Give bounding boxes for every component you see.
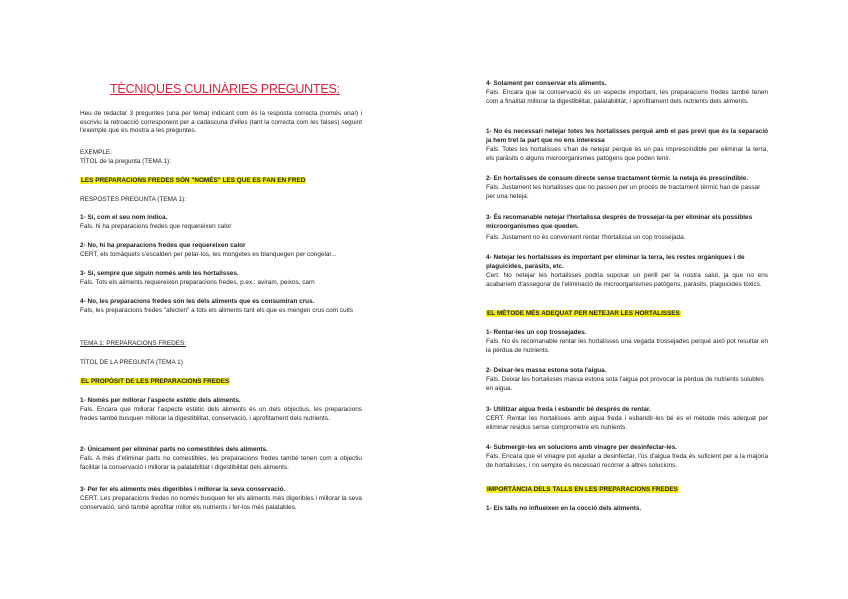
example-title: TÍTOL de la pregunta (TEMA 1): [80, 158, 171, 165]
answer-2-feedback: CERT, els tomàquets s'escalden per pelar-los, les mongetes es blanquegen per congelar... [80, 251, 337, 258]
answer-1-feedback: Fals, hi ha preparacions fredes que requereixen calor [80, 223, 232, 230]
answer-3-question: 3- Sí, sempre que siguin només amb les hortalisses. [80, 270, 239, 277]
tema-title: TÍTOL DE LA PREGUNTA (TEMA 1) [80, 359, 183, 366]
proposit-2-feedback: Fals. A més d'eliminar parts no comestibles, les preparacions fredes també tenen com a objectiu facilitar la conservació i millorar la palatabilitat i digestibilitat dels aliments. [80, 455, 362, 471]
hortalisses-3-question: 3- És recomanable netejar l'hortalissa després de trossejar-la per eliminar els possibles microorganismes que queden. [486, 214, 753, 230]
answer-1-question: 1- Sí, com el seu nom indica. [80, 214, 168, 221]
answers-label: RESPOSTES PREGUNTA (TEMA 1): [80, 196, 187, 203]
proposit-2-question: 2- Únicament per eliminar parts no comestibles dels aliments. [80, 446, 268, 453]
metode-4-question: 4- Submergir-les en solucions amb vinagre per desinfectar-les. [486, 444, 678, 451]
proposit-1-feedback: Fals. Encara que millorar l'aspecte estètic dels aliments és un dels objectius, les preparacions fredes també busquen millorar la digestibilitat, conservació, i aprofitament dels nutrients. [80, 406, 362, 422]
hortalisses-2-feedback: Fals. Justament les hortalisses que no passen per un procés de tractament tèrmic han de passar per una neteja. [486, 184, 761, 200]
metode-1-feedback: Fals. No és recomanable rentar les hortalisses una vegada trossejades perquè això pot resultar en la pèrdua de nutrients. [486, 338, 768, 354]
proposit-3-feedback: CERT. Les preparacions fredes no només busquen fer els aliments més digeribles i millorar la seva conservació, sinó també aprofitar millor els nutrients i fer-los més palatables. [80, 495, 362, 511]
metode-2-feedback: Fals. Deixar les hortalisses massa estona sota l'aigua pot provocar la pèrdua de nutrients solubles en aigua. [486, 376, 764, 392]
hortalisses-1-feedback: Fals. Totes les hortalisses s'han de netejar perquè és un pas imprescindible per eliminar la terra, els paràsits o alguns microorganismes patògens que poden tenir. [486, 146, 768, 162]
proposit-4-feedback: Fals. Encara que la conservació és un aspecte important, les preparacions fredes també tenen com a finalitat millorar la digestibilitat, palatabilitat, i aprofitament dels nutrients dels aliments. [486, 89, 768, 105]
page-title: TÈCNIQUES CULINÀRIES PREGUNTES: [110, 82, 340, 96]
intro-text: Heu de redactar 3 preguntes (una per tema) indicant com és la resposta correcta (només una!) i escriviu la retroacció corresponent per a cadascuna d'elles (tant la correcta com les falses) seguint l'exemple que es mostra a les preguntes. [80, 110, 362, 135]
metode-1-question: 1- Rentar-les un cop trossejades. [486, 329, 587, 336]
hortalisses-3-feedback: Fals. Justament no és convenient rentar l'hortalissa un cop trossejada. [486, 234, 686, 241]
answer-3-feedback: Fals. Tots els aliments requereixen preparacions fredes, p.ex.: aviram, peixos, carn [80, 279, 315, 286]
metode-4-feedback: Fals. Encara que el vinagre pot ajudar a desinfectar, l'ús d'aigua freda és suficient per a la majoria de hortalisses, i no sempre és necessari recórrer a altres solucions. [486, 453, 768, 469]
proposit-1-question: 1- Només per millorar l'aspecte estètic dels aliments. [80, 397, 241, 404]
hortalisses-4-question: 4- Netejar les hortalisses és important per eliminar la terra, les restes orgàniques i de plaguicides, paràsits, etc. [486, 254, 745, 270]
talls-highlight: IMPORTÀNCIA DELS TALLS EN LES PREPARACIONS FREDES [487, 486, 678, 493]
talls-1-question: 1- Els talls no influeixen en la cocció dels aliments. [486, 505, 642, 512]
answer-4-feedback: Fals, les preparacions fredes "afecten" a tots els aliments tant els que es mengen crus com cuits [80, 307, 354, 314]
hortalisses-1-question: 1- No és necessari netejar totes les hortalisses perquè amb el pas previ que és la separació ja hem tret la part que no ens interessa [486, 128, 768, 144]
answer-4-question: 4- No, les preparacions fredes són les dels aliments que es consumiran crus. [80, 298, 315, 305]
proposit-4-question: 4- Solament per conservar els aliments. [486, 80, 607, 87]
metode-2-question: 2- Deixar-les massa estona sota l'aigua. [486, 367, 607, 374]
hortalisses-2-question: 2- En hortalisses de consum directe sense tractament tèrmic la neteja és prescindible. [486, 175, 749, 182]
metode-3-feedback: CERT. Rentar les hortalisses amb aigua freda i esbandir-les bé és el mètode més adequat per eliminar residus sense comprometre els nutrients. [486, 415, 768, 431]
metode-3-question: 3- Utilitzar aigua freda i esbandir bé després de rentar. [486, 406, 651, 413]
proposit-3-question: 3- Per fer els aliments més digeribles i millorar la seva conservació. [80, 486, 286, 493]
tema-heading: TEMA 1: PREPARACIONS FREDES: [80, 340, 187, 347]
hortalisses-4-feedback: Cert. No netejar les hortalisses podria suposar un perill per la nostra salut, ja que no ens acabaríem d'assegurar de l'eliminació de microorganismes patògens, paràsits, plaguicides tòxics. [486, 272, 768, 288]
metode-highlight: EL MÈTODE MÉS ADEQUAT PER NETEJAR LES HORTALISSES [487, 310, 680, 317]
question-highlight: LES PREPARACIONS FREDES SÓN "NOMÉS" LES QUE ES FAN EN FRED [81, 177, 306, 184]
example-label: EXEMPLE: [80, 149, 112, 156]
proposit-highlight: EL PROPÒSIT DE LES PREPARACIONS FREDES [81, 378, 230, 385]
answer-2-question: 2- No, hi ha preparacions fredes que requereixen calor [80, 242, 246, 249]
